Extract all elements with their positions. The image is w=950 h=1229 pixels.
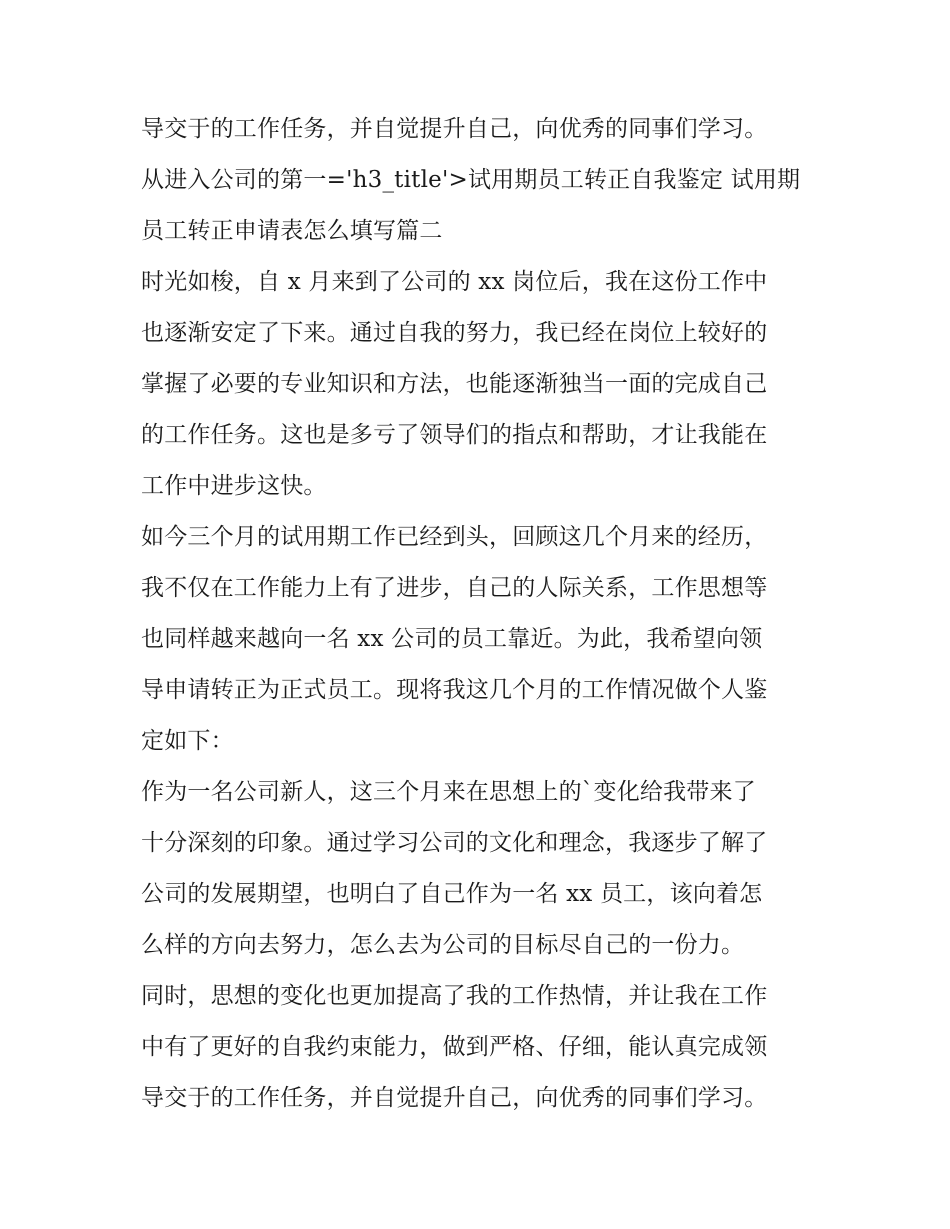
text-line: 时光如梭，自 x 月来到了公司的 xx 岗位后，我在这份工作中 <box>141 269 768 295</box>
text-line: 同时，思想的变化也更加提高了我的工作热情，并让我在工作 <box>141 983 768 1009</box>
document-body <box>141 104 821 1124</box>
text-line: 也同样越来越向一名 xx 公司的员工靠近。为此，我希望向领 <box>141 626 763 652</box>
text-line: 导交于的工作任务，并自觉提升自己，向优秀的同事们学习。 <box>141 116 768 142</box>
text-line: 中有了更好的自我约束能力，做到严格、仔细，能认真完成领 <box>141 1034 768 1060</box>
text-line: 我不仅在工作能力上有了进步，自己的人际关系，工作思想等 <box>141 575 768 601</box>
text-line: 从进入公司的第一='h3_title'>试用期员工转正自我鉴定 试用期 <box>141 167 801 193</box>
text-line: 员工转正申请表怎么填写篇二 <box>141 218 443 244</box>
text-line: 定如下： <box>141 728 234 754</box>
text-line: 如今三个月的试用期工作已经到头，回顾这几个月来的经历， <box>141 524 768 550</box>
text-line: 公司的发展期望，也明白了自己作为一名 xx 员工，该向着怎 <box>141 881 763 907</box>
text-line: 的工作任务。这也是多亏了领导们的指点和帮助，才让我能在 <box>141 422 768 448</box>
text-line: 么样的方向去努力，怎么去为公司的目标尽自己的一份力。 <box>141 932 745 958</box>
text-line: 也逐渐安定了下来。通过自我的努力，我已经在岗位上较好的 <box>141 320 768 346</box>
text-line: 导交于的工作任务，并自觉提升自己，向优秀的同事们学习。 <box>141 1085 768 1111</box>
text-line: 工作中进步这快。 <box>141 473 327 499</box>
text-line: 掌握了必要的专业知识和方法，也能逐渐独当一面的完成自己 <box>141 371 768 397</box>
text-line: 作为一名公司新人，这三个月来在思想上的`变化给我带来了 <box>141 779 756 805</box>
text-line: 导申请转正为正式员工。现将我这几个月的工作情况做个人鉴 <box>141 677 768 703</box>
text-line: 十分深刻的印象。通过学习公司的文化和理念，我逐步了解了 <box>141 830 768 856</box>
